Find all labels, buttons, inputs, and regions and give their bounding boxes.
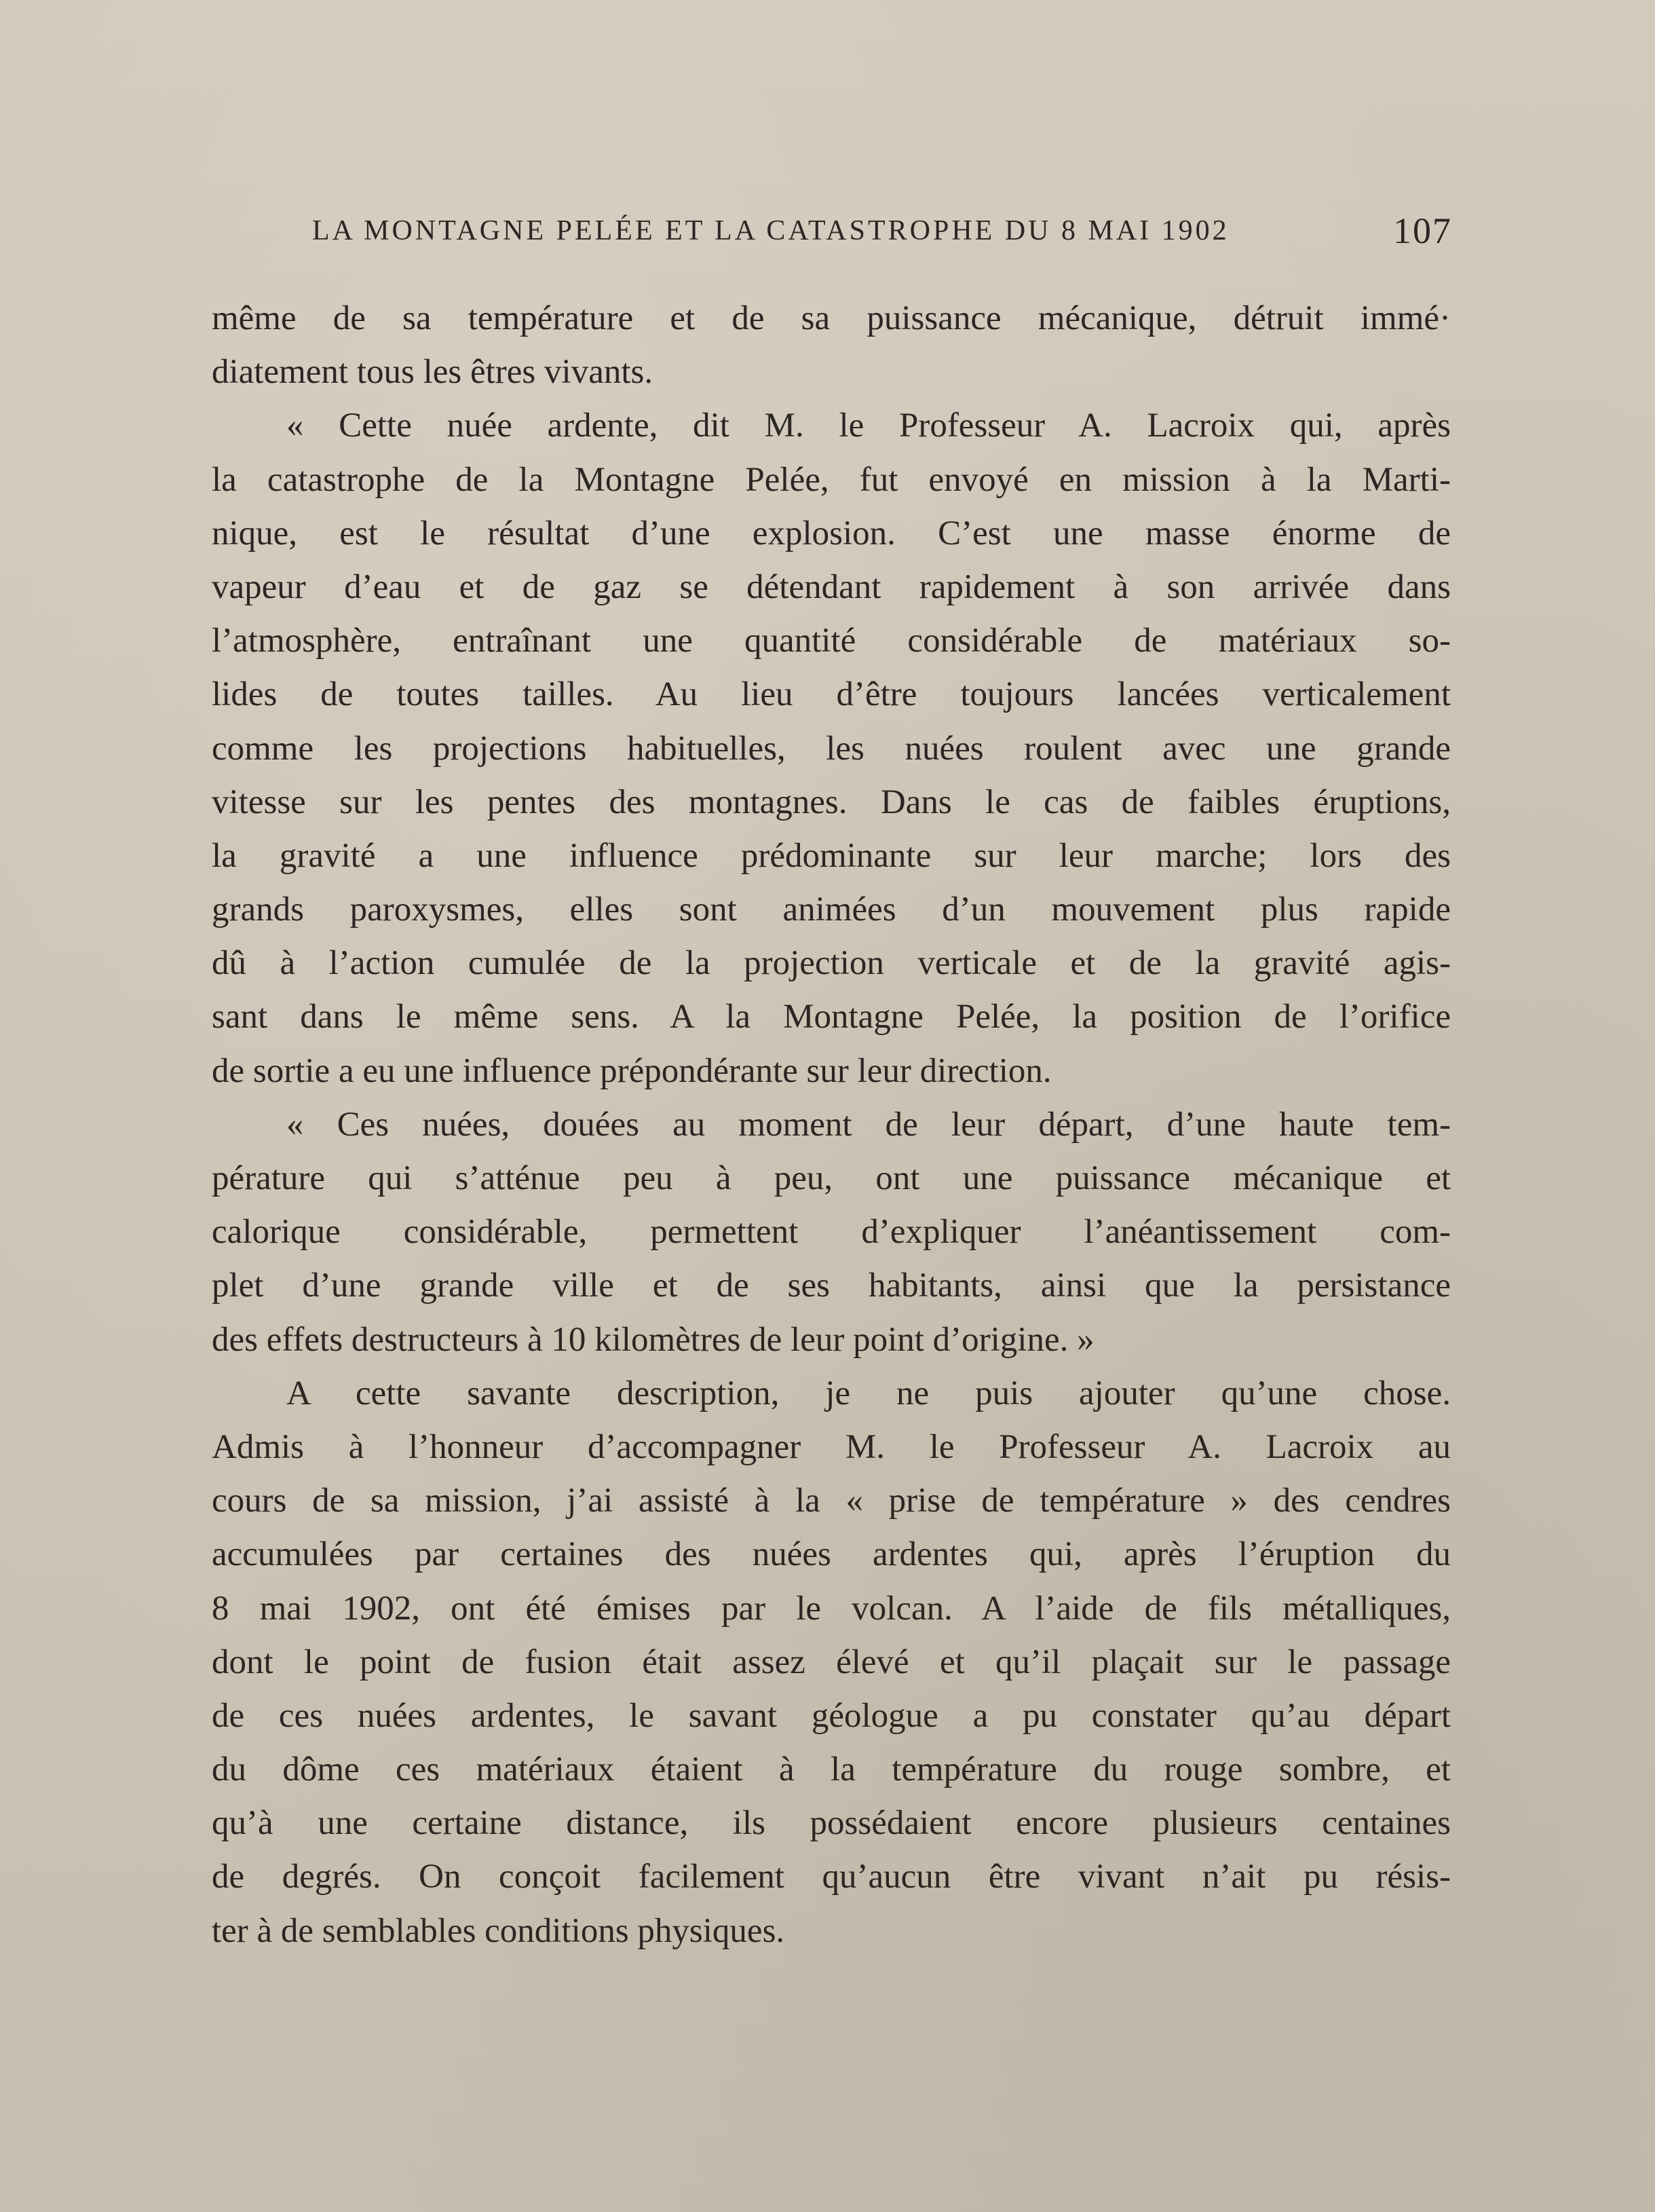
text-line: ter à de semblables conditions physiques. [212,1911,785,1950]
text-line: « Cette nuée ardente, dit M. le Professeur A. Lacroix qui, après [286,407,1451,445]
text-line: de sortie a eu une influence prépondérante sur leur direction. [212,1051,1052,1090]
text-line: lides de toutes tailles. Au lieu d’être toujours lancées verticalement [212,675,1451,714]
body-text [212,292,1451,1958]
text-line: l’atmosphère, entraînant une quantité considérable de matériaux so- [212,622,1451,660]
text-line: A cette savante description, je ne puis ajouter qu’une chose. [286,1374,1451,1412]
text-line: pérature qui s’atténue peu à peu, ont une puissance mécanique et [212,1159,1451,1197]
text-line: plet d’une grande ville et de ses habitants, ainsi que la persistance [212,1267,1451,1305]
text-line: vapeur d’eau et de gaz se détendant rapidement à son arrivée dans [212,567,1451,606]
page-number: 107 [1393,210,1452,251]
text-line: vitesse sur les pentes des montagnes. Dans le cas de faibles éruptions, [212,783,1451,821]
text-line: 8 mai 1902, ont été émises par le volcan. A l’aide de fils métalliques, [212,1589,1451,1628]
text-line: dû à l’action cumulée de la projection verticale et de la gravité agis- [212,944,1451,983]
text-line: accumulées par certaines des nuées ardentes qui, après l’éruption du [212,1535,1451,1574]
text-line: comme les projections habituelles, les nuées roulent avec une grande [212,729,1451,768]
text-line: nique, est le résultat d’une explosion. C’est une masse énorme de [212,514,1451,552]
text-line: de degrés. On conçoit facilement qu’aucun être vivant n’ait pu résis- [212,1858,1451,1896]
text-line: la gravité a une influence prédominante sur leur marche; lors des [212,836,1451,875]
text-line: sant dans le même sens. A la Montagne Pelée, la position de l’orifice [212,998,1451,1036]
text-line: cours de sa mission, j’ai assisté à la « prise de température » des cendres [212,1482,1451,1520]
text-line: « Ces nuées, douées au moment de leur départ, d’une haute tem- [286,1105,1451,1144]
text-line: Admis à l’honneur d’accompagner M. le Professeur A. Lacroix au [212,1427,1451,1466]
text-line: grands paroxysmes, elles sont animées d’un mouvement plus rapide [212,891,1451,929]
running-head [312,204,1452,258]
text-line: calorique considérable, permettent d’expliquer l’anéantissement com- [212,1213,1451,1252]
text-line: qu’à une certaine distance, ils possédaient encore plusieurs centaines [212,1804,1451,1843]
running-title: LA MONTAGNE PELÉE ET LA CATASTROPHE DU 8 MAI 1902 [312,215,1230,246]
text-line: diatement tous les êtres vivants. [212,353,653,392]
text-line: même de sa température et de sa puissance mécanique, détruit immé· [212,299,1451,337]
text-line: des effets destructeurs à 10 kilomètres de leur point d’origine. » [212,1320,1095,1359]
text-line: du dôme ces matériaux étaient à la température du rouge sombre, et [212,1750,1451,1789]
text-line: dont le point de fusion était assez élevé et qu’il plaçait sur le passage [212,1643,1451,1681]
text-line: de ces nuées ardentes, le savant géologue a pu constater qu’au départ [212,1696,1451,1735]
text-line: la catastrophe de la Montagne Pelée, fut envoyé en mission à la Marti- [212,460,1451,499]
